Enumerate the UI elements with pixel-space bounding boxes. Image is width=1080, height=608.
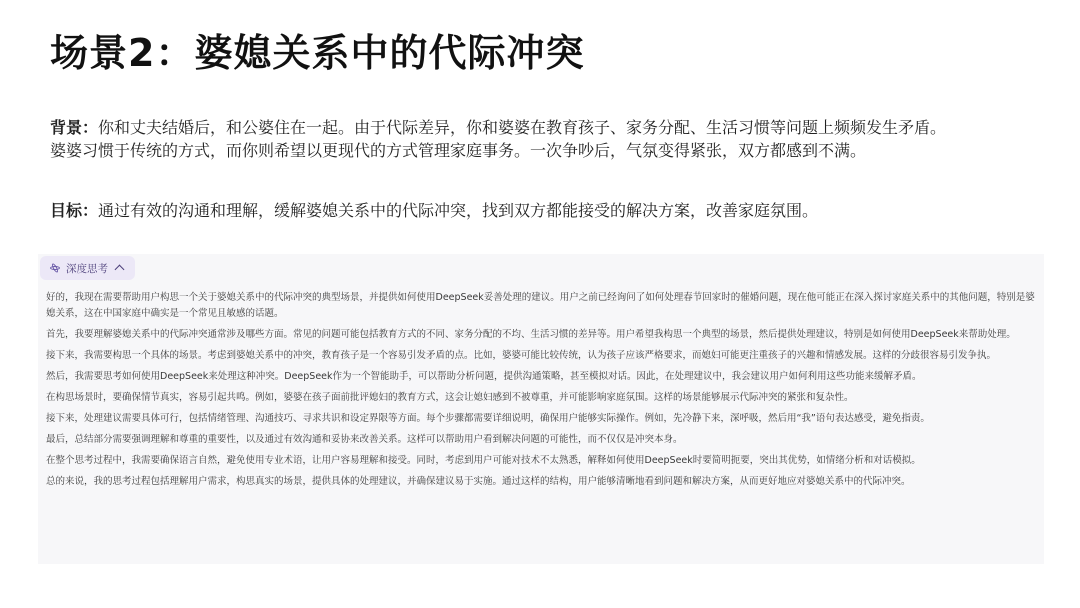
goal-paragraph bbox=[50, 199, 950, 222]
background-text: 你和丈夫结婚后，和公婆住在一起。由于代际差异，你和婆婆在教育孩子、家务分配、生活习惯等问题上频频发生矛盾。婆婆习惯于传统的方式，而你则希望以更现代的方式管理家庭事务。一次争吵后，气氛变得紧张，双方都感到不满。 bbox=[50, 118, 947, 160]
thinking-paragraph: 在整个思考过程中，我需要确保语言自然，避免使用专业术语，让用户容易理解和接受。同时，考虑到用户可能对技术不太熟悉，解释如何使用DeepSeek时要简明扼要，突出其优势，如情绪分析和对话模拟。 bbox=[46, 455, 921, 466]
deep-thinking-toggle[interactable] bbox=[40, 256, 135, 280]
background-label: 背景： bbox=[50, 118, 99, 137]
thinking-paragraph: 然后，我需要思考如何使用DeepSeek来处理这种冲突。DeepSeek作为一个智能助手，可以帮助分析问题，提供沟通策略，甚至模拟对话。因此，在处理建议中，我会建议用户如何利用这些功能来缓解矛盾。 bbox=[46, 371, 922, 382]
slide-title: 场景2：婆媳关系中的代际冲突 bbox=[50, 31, 585, 75]
atom-icon bbox=[50, 263, 60, 273]
goal-text: 通过有效的沟通和理解，缓解婆媳关系中的代际冲突，找到双方都能接受的解决方案，改善家庭氛围。 bbox=[98, 201, 819, 220]
deep-thinking-panel bbox=[38, 254, 1044, 564]
thinking-content bbox=[46, 290, 1040, 495]
goal-label: 目标： bbox=[50, 201, 99, 220]
deep-thinking-label: 深度思考 bbox=[66, 262, 108, 275]
thinking-paragraph: 在构思场景时，要确保情节真实，容易引起共鸣。例如，婆婆在孩子面前批评媳妇的教育方式，这会让媳妇感到不被尊重，并可能影响家庭氛围。这样的场景能够展示代际冲突的紧张和复杂性。 bbox=[46, 392, 854, 403]
thinking-paragraph: 最后，总结部分需要强调理解和尊重的重要性，以及通过有效沟通和妥协来改善关系。这样可以帮助用户看到解决问题的可能性，而不仅仅是冲突本身。 bbox=[46, 434, 683, 445]
background-paragraph bbox=[50, 116, 950, 162]
thinking-paragraph: 总的来说，我的思考过程包括理解用户需求，构思真实的场景，提供具体的处理建议，并确保建议易于实施。通过这样的结构，用户能够清晰地看到问题和解决方案，从而更好地应对婆媳关系中的代际冲突。 bbox=[46, 476, 911, 487]
thinking-paragraph: 接下来，我需要构思一个具体的场景。考虑到婆媳关系中的冲突，教育孩子是一个容易引发矛盾的点。比如，婆婆可能比较传统，认为孩子应该严格要求，而媳妇可能更注重孩子的兴趣和情感发展。这样的分歧很容易引发争执。 bbox=[46, 350, 997, 361]
thinking-paragraph: 接下来，处理建议需要具体可行，包括情绪管理、沟通技巧、寻求共识和设定界限等方面。每个步骤都需要详细说明，确保用户能够实际操作。例如，先冷静下来，深呼吸，然后用“我”语句表达感受，避免指责。 bbox=[46, 413, 930, 424]
thinking-paragraph: 首先，我要理解婆媳关系中的代际冲突通常涉及哪些方面。常见的问题可能包括教育方式的不同、家务分配的不均、生活习惯的差异等。用户希望我构思一个典型的场景，然后提供处理建议，特别是如何使用DeepSeek来帮助处理。 bbox=[46, 329, 1016, 340]
chevron-up-icon bbox=[115, 265, 125, 275]
thinking-paragraph: 好的，我现在需要帮助用户构思一个关于婆媳关系中的代际冲突的典型场景，并提供如何使用DeepSeek妥善处理的建议。用户之前已经询问了如何处理春节回家时的催婚问题，现在他可能正在深入探讨家庭关系中的其他问题，特别是婆媳关系，这在中国家庭中确实是一个常见且敏感的话题。 bbox=[46, 292, 1035, 319]
